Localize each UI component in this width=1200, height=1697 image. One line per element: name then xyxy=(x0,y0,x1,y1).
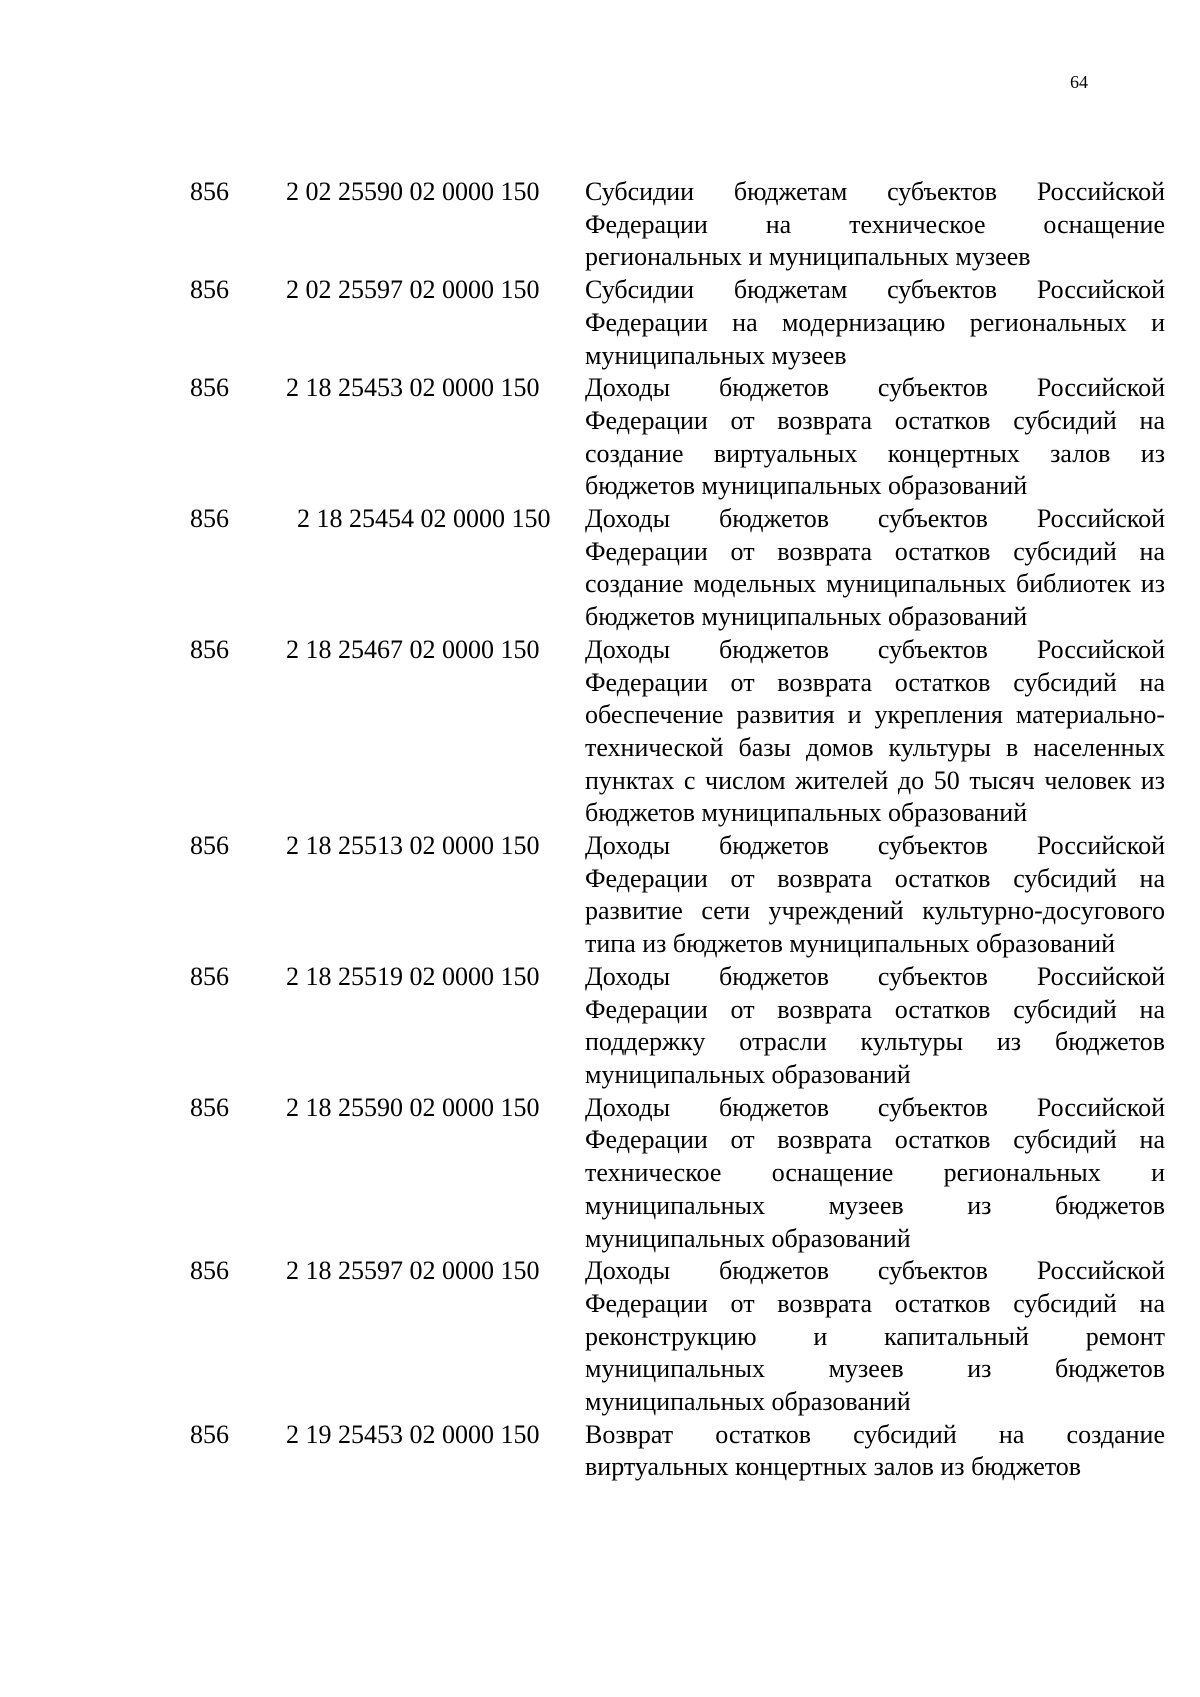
admin-code: 856 xyxy=(190,1256,229,1286)
income-name: Доходы бюджетов субъектов Российской Федерации от возврата остатков субсидий на поддержку отрасли культуры из бюджетов муниципальных образований xyxy=(585,961,1165,1089)
table-row xyxy=(190,503,1165,634)
admin-code: 856 xyxy=(190,504,229,534)
table-row xyxy=(190,634,1165,830)
table-row xyxy=(190,1419,1165,1484)
income-name: Доходы бюджетов субъектов Российской Федерации от возврата остатков субсидий на создание виртуальных концертных залов из бюджетов муниципальных образований xyxy=(585,373,1165,501)
budget-code: 2 02 25597 02 0000 150 xyxy=(286,275,540,305)
admin-code: 856 xyxy=(190,373,229,403)
admin-code: 856 xyxy=(190,831,229,861)
income-name: Субсидии бюджетам субъектов Российской Федерации на модернизацию региональных и муниципальных музеев xyxy=(585,275,1165,370)
admin-code: 856 xyxy=(190,634,229,664)
page-number: 64 xyxy=(1070,72,1088,92)
budget-code: 2 19 25453 02 0000 150 xyxy=(286,1419,540,1449)
budget-code: 2 18 25597 02 0000 150 xyxy=(286,1256,540,1286)
income-name: Субсидии бюджетам субъектов Российской Федерации на техническое оснащение региональных и муниципальных музеев xyxy=(585,177,1165,272)
table-row xyxy=(190,1092,1165,1256)
table-row xyxy=(190,372,1165,503)
income-name: Доходы бюджетов субъектов Российской Федерации от возврата остатков субсидий на создание модельных муниципальных библиотек из бюджетов муниципальных образований xyxy=(585,504,1165,632)
budget-code: 2 18 25453 02 0000 150 xyxy=(286,373,540,403)
budget-code: 2 18 25513 02 0000 150 xyxy=(286,831,540,861)
income-name: Доходы бюджетов субъектов Российской Федерации от возврата остатков субсидий на развитие сети учреждений культурно-досугового типа из бюджетов муниципальных образований xyxy=(585,831,1165,959)
income-name: Доходы бюджетов субъектов Российской Федерации от возврата остатков субсидий на реконструкцию и капитальный ремонт муниципальных музеев из бюджетов муниципальных образований xyxy=(585,1256,1165,1417)
budget-code: 2 18 25454 02 0000 150 xyxy=(297,504,551,534)
budget-code: 2 18 25467 02 0000 150 xyxy=(286,634,540,664)
income-codes-table xyxy=(190,176,1165,1484)
income-name: Доходы бюджетов субъектов Российской Федерации от возврата остатков субсидий на техническое оснащение региональных и муниципальных музеев из бюджетов муниципальных образований xyxy=(585,1092,1165,1253)
table-row xyxy=(190,830,1165,961)
admin-code: 856 xyxy=(190,275,229,305)
admin-code: 856 xyxy=(190,961,229,991)
income-name: Возврат остатков субсидий на создание виртуальных концертных залов из бюджетов xyxy=(585,1419,1165,1482)
admin-code: 856 xyxy=(190,1092,229,1122)
table-row xyxy=(190,1255,1165,1419)
admin-code: 856 xyxy=(190,177,229,206)
budget-code: 2 18 25590 02 0000 150 xyxy=(286,1092,540,1122)
budget-code: 2 02 25590 02 0000 150 xyxy=(286,177,540,206)
table-row xyxy=(190,961,1165,1092)
admin-code: 856 xyxy=(190,1419,229,1449)
income-name: Доходы бюджетов субъектов Российской Федерации от возврата остатков субсидий на обеспечение развития и укрепления материально-технической базы домов культуры в населенных пунктах с числом жителей до 50 тысяч человек из бюджетов муниципальных образований xyxy=(585,634,1165,828)
table-row xyxy=(190,176,1165,274)
table-row xyxy=(190,274,1165,372)
budget-code: 2 18 25519 02 0000 150 xyxy=(286,961,540,991)
